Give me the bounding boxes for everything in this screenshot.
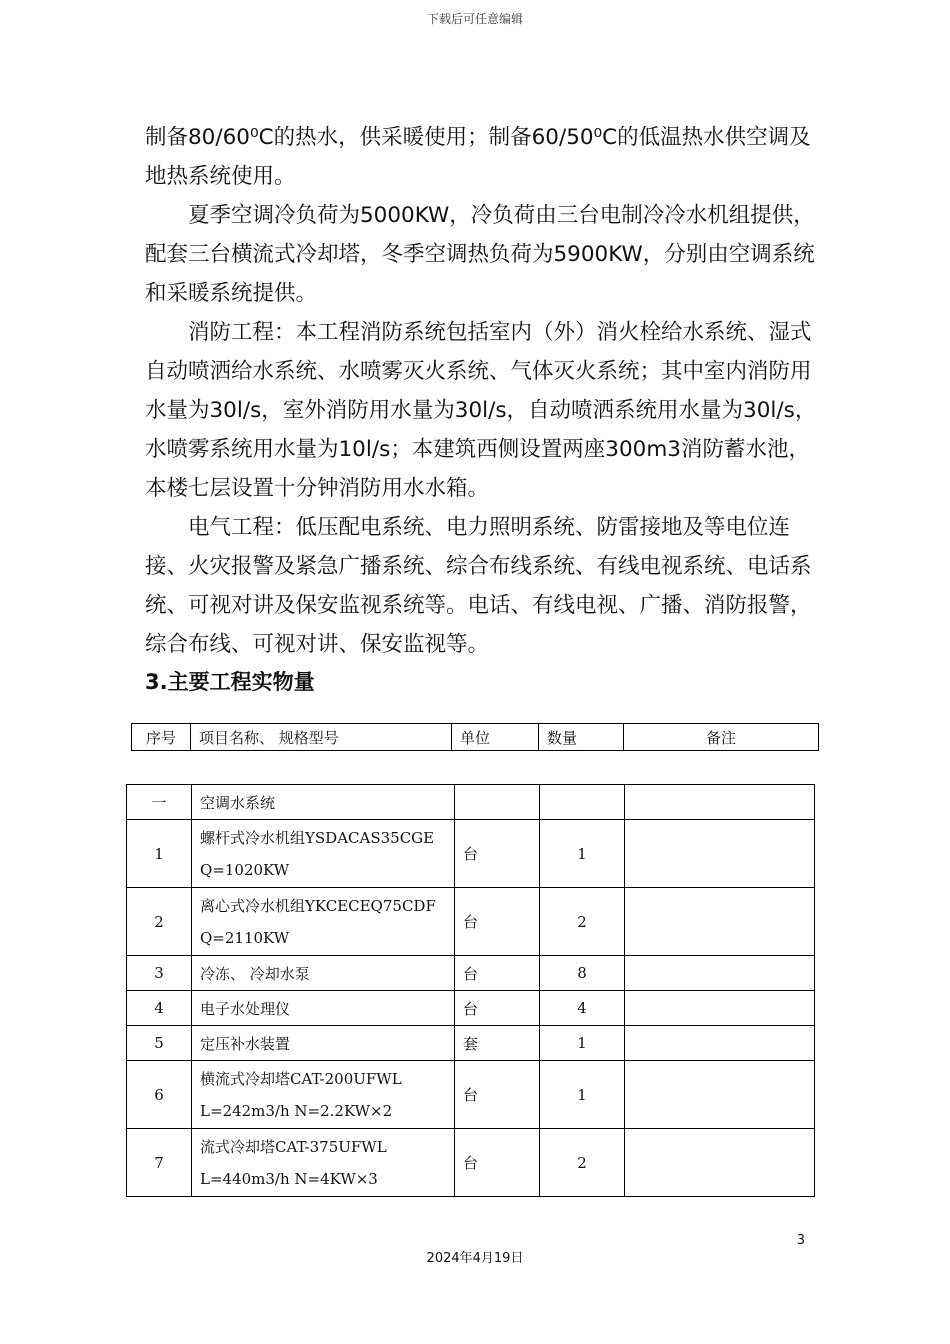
paragraph: 电气工程：低压配电系统、电力照明系统、防雷接地及等电位连接、火灾报警及紧急广播系统、综合布线系统、有线电视系统、电话系统、可视对讲及保安监视系统等。电话、有线电视、广播、消防报警，综合布线、可视对讲、保安监视等。 bbox=[145, 515, 812, 657]
cell-unit: 台 bbox=[455, 991, 540, 1026]
table-row bbox=[127, 888, 815, 956]
cell-unit: 台 bbox=[455, 888, 540, 956]
cell-note bbox=[625, 991, 815, 1026]
spec-line: Q=2110KW bbox=[200, 928, 290, 947]
section-title: 3.主要工程实物量 bbox=[145, 670, 315, 694]
table-row bbox=[127, 1026, 815, 1061]
table-row bbox=[127, 785, 815, 820]
cell-note bbox=[625, 888, 815, 956]
cell-no: 一 bbox=[127, 785, 192, 820]
body-text bbox=[145, 118, 825, 664]
name-line: 横流式冷却塔CAT-200UFWL bbox=[200, 1069, 402, 1088]
page-number: 3 bbox=[796, 1233, 805, 1248]
quantities-table bbox=[126, 784, 815, 1197]
cell-unit: 台 bbox=[455, 1129, 540, 1197]
paragraph: 夏季空调冷负荷为5000KW，冷负荷由三台电制冷冷水机组提供，配套三台横流式冷却塔，冬季空调热负荷为5900KW，分别由空调系统和采暖系统提供。 bbox=[145, 203, 815, 306]
cell-name: 冷冻、 冷却水泵 bbox=[192, 956, 455, 991]
header-unit: 单位 bbox=[452, 724, 539, 751]
cell-name bbox=[192, 888, 455, 956]
header-no: 序号 bbox=[132, 724, 191, 751]
cell-name: 电子水处理仪 bbox=[192, 991, 455, 1026]
cell-no: 6 bbox=[127, 1061, 192, 1129]
table-row bbox=[127, 1061, 815, 1129]
cell-note bbox=[625, 956, 815, 991]
cell-qty: 2 bbox=[540, 888, 625, 956]
table-row bbox=[127, 820, 815, 888]
spec-line: L=242m3/h N=2.2KW×2 bbox=[200, 1101, 393, 1120]
cell-name bbox=[192, 1129, 455, 1197]
spec-line: Q=1020KW bbox=[200, 860, 290, 879]
name-line: 螺杆式冷水机组YSDACAS35CGE bbox=[200, 828, 435, 847]
cell-note bbox=[625, 1026, 815, 1061]
cell-unit: 台 bbox=[455, 820, 540, 888]
cell-note bbox=[625, 1061, 815, 1129]
header-qty: 数量 bbox=[539, 724, 624, 751]
cell-note bbox=[625, 785, 815, 820]
name-line: 离心式冷水机组YKCECEQ75CDF bbox=[200, 896, 436, 915]
cell-qty: 1 bbox=[540, 1061, 625, 1129]
cell-name: 定压补水装置 bbox=[192, 1026, 455, 1061]
cell-no: 5 bbox=[127, 1026, 192, 1061]
name-line: 流式冷却塔CAT-375UFWL bbox=[200, 1137, 387, 1156]
cell-no: 3 bbox=[127, 956, 192, 991]
cell-qty: 2 bbox=[540, 1129, 625, 1197]
cell-qty: 4 bbox=[540, 991, 625, 1026]
footer-date: 2024年4月19日 bbox=[426, 1251, 524, 1266]
table-header bbox=[131, 723, 819, 751]
table-row bbox=[127, 1129, 815, 1197]
cell-no: 2 bbox=[127, 888, 192, 956]
cell-name: 空调水系统 bbox=[192, 785, 455, 820]
cell-unit: 台 bbox=[455, 1061, 540, 1129]
cell-unit bbox=[455, 785, 540, 820]
cell-no: 4 bbox=[127, 991, 192, 1026]
cell-name bbox=[192, 820, 455, 888]
cell-qty bbox=[540, 785, 625, 820]
spec-line: L=440m3/h N=4KW×3 bbox=[200, 1169, 378, 1188]
cell-no: 1 bbox=[127, 820, 192, 888]
cell-qty: 1 bbox=[540, 820, 625, 888]
page-header: 下载后可任意编辑 bbox=[426, 12, 523, 26]
header-note: 备注 bbox=[624, 724, 819, 751]
cell-name bbox=[192, 1061, 455, 1129]
table-row bbox=[127, 991, 815, 1026]
cell-unit: 套 bbox=[455, 1026, 540, 1061]
paragraph: 制备80/60⁰C的热水，供采暖使用；制备60/50⁰C的低温热水供空调及地热系统使用。 bbox=[145, 125, 811, 189]
cell-qty: 1 bbox=[540, 1026, 625, 1061]
cell-note bbox=[625, 820, 815, 888]
paragraph: 消防工程：本工程消防系统包括室内（外）消火栓给水系统、湿式自动喷洒给水系统、水喷雾灭火系统、气体灭火系统；其中室内消防用水量为30l/s，室外消防用水量为30l/s，自动喷洒系统用水量为30l/s，水喷雾系统用水量为10l/s；本建筑西侧设置两座300m3消防蓄水池，本楼七层设置十分钟消防用水水箱。 bbox=[145, 320, 817, 501]
cell-no: 7 bbox=[127, 1129, 192, 1197]
cell-qty: 8 bbox=[540, 956, 625, 991]
header-name: 项目名称、 规格型号 bbox=[191, 724, 452, 751]
cell-note bbox=[625, 1129, 815, 1197]
table-row bbox=[127, 956, 815, 991]
cell-unit: 台 bbox=[455, 956, 540, 991]
